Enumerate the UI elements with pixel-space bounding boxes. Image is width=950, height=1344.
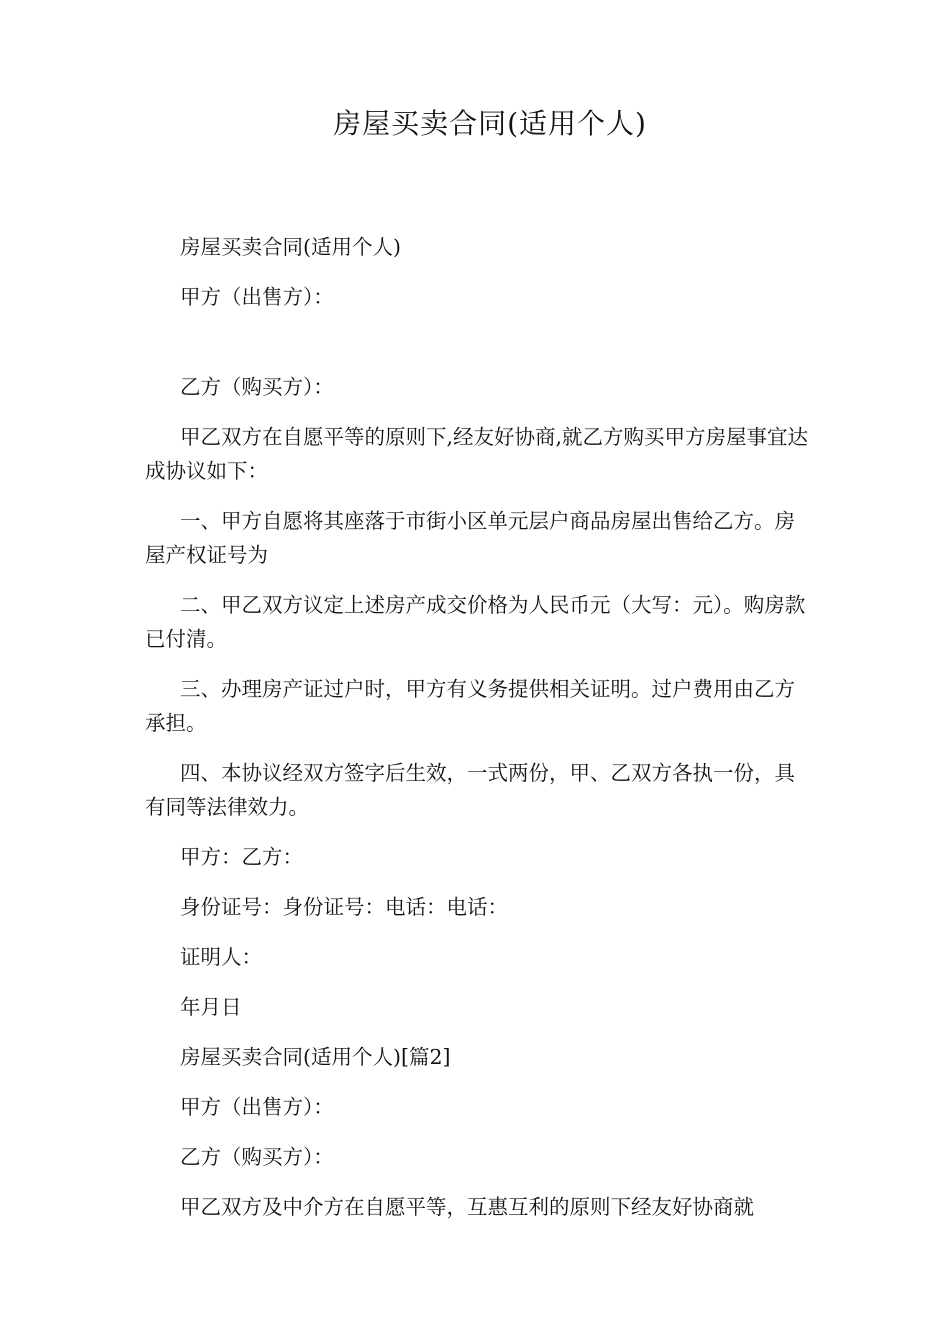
paragraph-heading: 房屋买卖合同(适用个人) [180,235,401,259]
document-body [145,230,815,1240]
paragraph-clause-4: 四、本协议经双方签字后生效，一式两份，甲、乙双方各执一份，具有同等法律效力。 [145,761,795,819]
paragraph-intro: 甲乙双方在自愿平等的原则下,经友好协商,就乙方购买甲方房屋事宜达成协议如下： [145,425,809,483]
paragraph-clause-1: 一、甲方自愿将其座落于市街小区单元层户商品房屋出售给乙方。房屋产权证号为 [145,509,795,567]
paragraph-date: 年月日 [180,995,242,1019]
paragraph-clause-3: 三、办理房产证过户时，甲方有义务提供相关证明。过户费用由乙方承担。 [145,677,795,735]
paragraph-witness: 证明人： [180,945,262,969]
paragraph-buyer-2: 乙方（购买方）： [180,1145,334,1169]
paragraph-seller: 甲方（出售方）： [180,285,334,309]
paragraph-id-phone: 身份证号：身份证号：电话：电话： [180,895,508,919]
paragraph-clause-2: 二、甲乙双方议定上述房产成交价格为人民币元（大写：元）。购房款已付清。 [145,593,806,651]
document-title: 房屋买卖合同(适用个人) [333,107,647,140]
paragraph-signatures: 甲方：乙方： [180,845,303,869]
paragraph-heading-2: 房屋买卖合同(适用个人)[篇2] [180,1045,451,1069]
blank-line [145,330,815,370]
paragraph-intro-2: 甲乙双方及中介方在自愿平等，互惠互利的原则下经友好协商就 [180,1195,754,1219]
paragraph-buyer: 乙方（购买方）： [180,375,334,399]
paragraph-seller-2: 甲方（出售方）： [180,1095,334,1119]
